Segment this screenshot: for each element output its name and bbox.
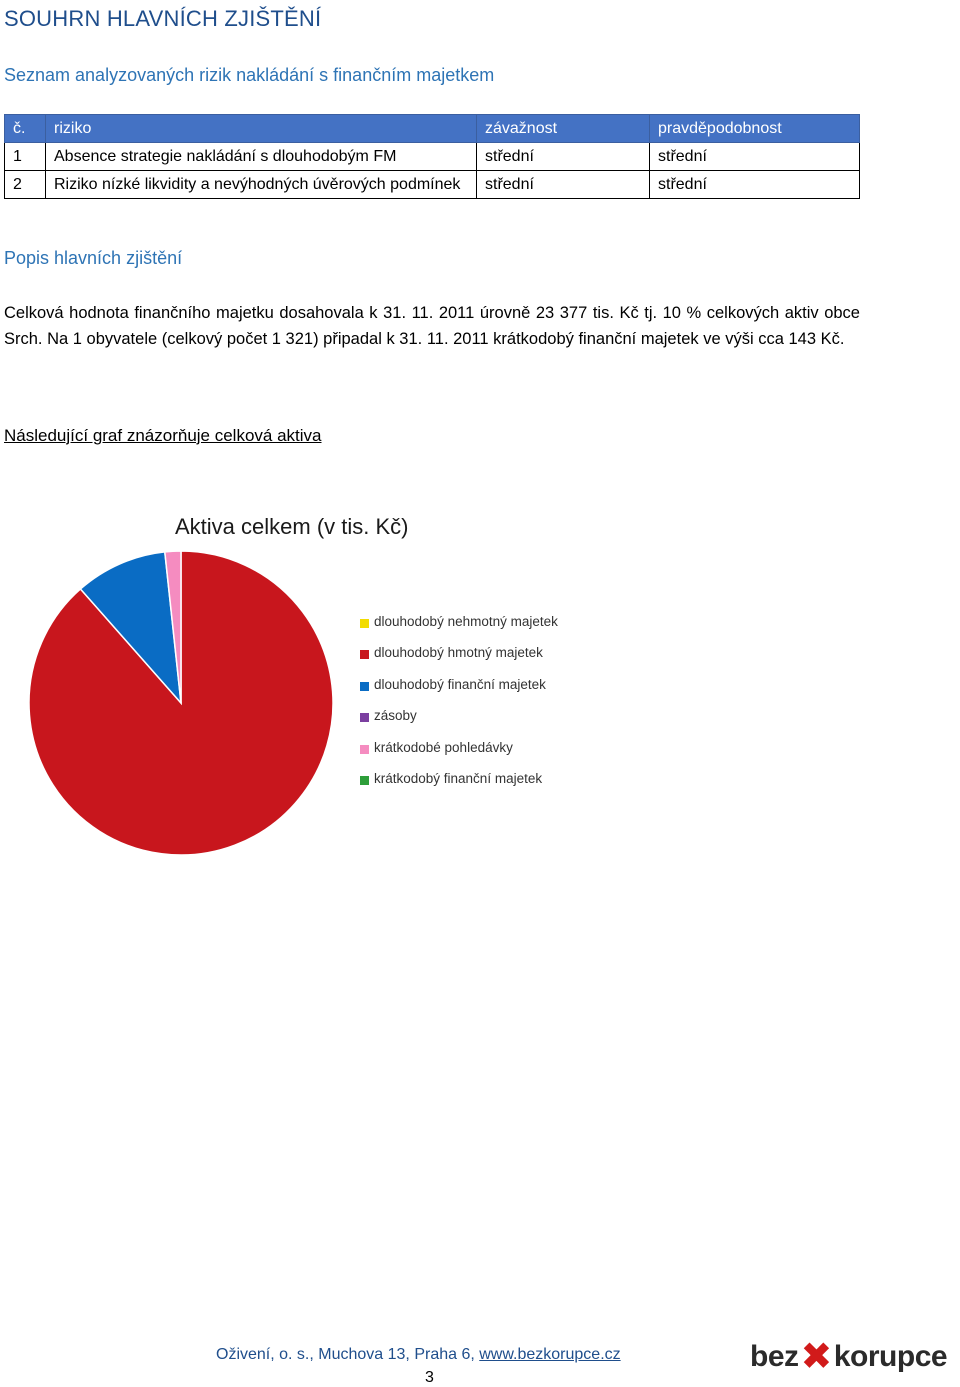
logo-text-left: bez <box>750 1340 799 1373</box>
legend-label: dlouhodobý finanční majetek <box>374 676 546 692</box>
risks-subtitle: Seznam analyzovaných rizik nakládání s finančním majetkem <box>4 65 495 85</box>
logo-x-icon: ✖ <box>800 1336 832 1378</box>
legend-swatch <box>360 682 369 691</box>
bezkorupce-logo <box>750 1336 948 1378</box>
legend-item <box>360 677 558 708</box>
header-number: č. <box>5 115 46 143</box>
legend-swatch <box>360 745 369 754</box>
legend-swatch <box>360 776 369 785</box>
legend-label: zásoby <box>374 708 417 724</box>
logo-text-right: korupce <box>833 1340 948 1373</box>
row-number: 1 <box>5 143 46 171</box>
header-risk: riziko <box>46 115 477 143</box>
legend-label: dlouhodobý hmotný majetek <box>374 645 543 661</box>
footer-link[interactable]: www.bezkorupce.cz <box>479 1346 621 1363</box>
findings-heading: Popis hlavních zjištění <box>4 248 183 268</box>
legend-label: dlouhodobý nehmotný majetek <box>374 614 558 629</box>
legend-swatch <box>360 619 369 628</box>
legend-item <box>360 614 558 645</box>
legend-item <box>360 771 558 802</box>
row-severity: střední <box>477 171 650 199</box>
legend-item <box>360 708 558 739</box>
legend-item <box>360 645 558 676</box>
row-risk: Absence strategie nakládání s dlouhodobým FM <box>46 143 477 171</box>
pie-chart <box>28 548 338 858</box>
row-risk-text: Riziko nízké likvidity a nevýhodných úvěrových podmínek <box>54 176 461 193</box>
page-title: SOUHRN HLAVNÍCH ZJIŠTĚNÍ <box>4 6 322 31</box>
chart-intro: Následující graf znázorňuje celková aktiva <box>4 426 322 445</box>
footer-text: Oživení, o. s., Muchova 13, Praha 6, <box>216 1346 480 1363</box>
chart-legend <box>360 614 558 802</box>
risk-table <box>4 114 860 199</box>
page-number: 3 <box>425 1369 434 1386</box>
legend-swatch <box>360 650 369 659</box>
row-number: 2 <box>5 171 46 199</box>
findings-paragraph: Celková hodnota finančního majetku dosahovala k 31. 11. 2011 úrovně 23 377 tis. Kč tj. 10 % celkových aktiv obce Srch. Na 1 obyvatele (celkový počet 1 321) připadal k 31. 11. 2011 krátkodobý finanční majetek ve výši cca 143 Kč. <box>4 304 860 348</box>
legend-item <box>360 740 558 771</box>
legend-label: krátkodobé pohledávky <box>374 739 513 755</box>
row-probability: střední <box>650 171 860 199</box>
header-severity: závažnost <box>477 115 650 143</box>
footer-address <box>216 1346 621 1364</box>
row-severity: střední <box>477 143 650 171</box>
header-probability: pravděpodobnost <box>650 115 860 143</box>
table-header-row <box>5 115 860 143</box>
table-row <box>5 143 860 171</box>
row-probability: střední <box>650 143 860 171</box>
table-row <box>5 171 860 199</box>
row-risk <box>46 171 477 199</box>
chart-title: Aktiva celkem (v tis. Kč) <box>175 514 409 539</box>
legend-swatch <box>360 713 369 722</box>
legend-label: krátkodobý finanční majetek <box>374 770 543 786</box>
